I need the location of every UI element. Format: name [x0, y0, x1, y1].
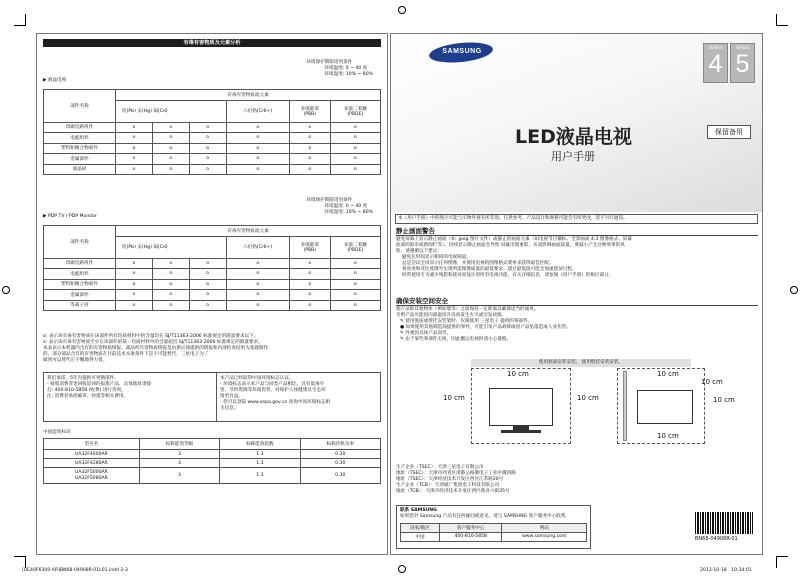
registration-mark [2, 286, 10, 294]
note-line: 的。部分部品含有的有害物质在目前技术水准条件下是不可能替代，三星电子为了 [43, 351, 209, 357]
table-cell: o [330, 290, 380, 301]
table-cell: 液晶屏 [44, 164, 116, 175]
col-metals [116, 236, 227, 258]
table-cell: x [116, 122, 153, 133]
divider [396, 235, 758, 236]
promise-line: 境更有益。 [220, 393, 243, 399]
col-pb: 铅(Pb) [122, 109, 136, 114]
dim-label: 10 cm [701, 378, 723, 386]
promise-box [43, 372, 381, 422]
table-cell: o [152, 143, 189, 154]
table-cell: o [289, 290, 330, 301]
tv-stand-foot-icon [501, 430, 541, 433]
hazard-table-lcd [43, 89, 381, 175]
registration-mark [398, 6, 406, 14]
divider [396, 305, 758, 306]
table-cell: o [330, 133, 380, 144]
col-group: 有毒有害物质或元素 [116, 90, 381, 101]
energy-col-standby: 标称待机功率 [300, 439, 380, 450]
table-cell: o [226, 269, 289, 280]
maker-line: 生产企业（TSEC）：天津三星电子有限公司 [396, 465, 484, 470]
table-cell: 印刷电路组件 [44, 258, 116, 269]
table-cell: o [226, 300, 289, 311]
dim-label: 10 cm [507, 370, 529, 378]
safety-item: ✎ 由于某些零部件尖锐，因此搬运电视时请小心谨慎。 [400, 336, 511, 342]
table-cell: o [189, 300, 226, 311]
table-cell: 400-810-5858 [439, 532, 501, 541]
table-row [44, 143, 381, 154]
still-line: 避免屏幕上显示静止画面（如 .jpeg 图片文件）或静止的画面元素（如电视节目徽标、全景画或 4:3 图像格式、屏幕 [396, 237, 632, 242]
manual-subtitle: 用户手册 [551, 150, 595, 163]
crop-mark [776, 556, 788, 568]
dim-label: 10 cm [657, 370, 679, 378]
env-conditions-lcd [306, 60, 373, 78]
table-cell: x [116, 300, 153, 311]
table-cell: x [116, 133, 153, 144]
table-row [44, 290, 381, 301]
table-cell: o [289, 300, 330, 311]
table-cell: 0.30 [300, 459, 380, 468]
series-number: 5 [735, 50, 750, 78]
table-cell: o [289, 133, 330, 144]
still-line: 险，请遵循以下建议： [396, 248, 442, 254]
still-title: 静止画面警告 [396, 227, 435, 235]
registration-mark [790, 286, 798, 294]
safety-text [396, 307, 571, 343]
table-cell: o [289, 269, 330, 280]
table-cell: x [116, 290, 153, 301]
table-cell: o [226, 154, 289, 165]
table-cell: 1.3 [220, 459, 300, 468]
col-cr6: 六价铬(Cr6+) [226, 100, 289, 122]
table-row [401, 532, 587, 541]
table-cell: o [330, 269, 380, 280]
table-cell: 1.3 [220, 450, 300, 459]
table-cell: o [189, 122, 226, 133]
table-cell: o [152, 300, 189, 311]
table-cell: o [226, 258, 289, 269]
promise-right [220, 376, 330, 412]
table-cell: 客户服务中心 [439, 523, 501, 532]
dim-label: 10 cm [577, 394, 599, 402]
table-cell: o [152, 122, 189, 133]
table-cell: o [226, 279, 289, 290]
table-row [44, 164, 381, 175]
table-cell: o [152, 290, 189, 301]
table-cell: o [289, 122, 330, 133]
energy-col-index: 标称能效指数 [220, 439, 300, 450]
table-row [44, 459, 381, 468]
table-cell: 塑料和聚合物部件 [44, 279, 116, 290]
crop-mark [776, 14, 788, 26]
col-cd: 镉(Cd) [153, 245, 168, 250]
table-cell: o [330, 300, 380, 311]
table-cell: 印刷电路组件 [44, 122, 116, 133]
table-row [44, 269, 381, 280]
footer-left: [UE40F6300-AR]BN68-04908R-01L01.indd 2-3 [22, 568, 128, 573]
tv-wall-icon [637, 390, 693, 424]
table-cell: o [289, 164, 330, 175]
table-cell: o [189, 143, 226, 154]
table-cell: 1.3 [220, 468, 300, 484]
safety-line: 使产品和其他物体（例如墙等）之间保持一定距离以确保适当的通风。 [396, 307, 539, 312]
table-cell: www.samsung.com [502, 532, 587, 541]
table-cell: o [330, 143, 380, 154]
col-pbb: 多溴联苯 (PBB) [289, 100, 330, 122]
table-cell: o [330, 154, 380, 165]
section-pdp: ▶ PDP TV / PDP Monitor [43, 214, 97, 219]
promise-line: 本产品已经取得中国环境标志认证。 [220, 376, 294, 381]
promise-line: - 接收消费者害回收返回的报废产品，具体地址请拨 [47, 381, 152, 387]
table-cell: o [330, 279, 380, 290]
safety-title: 确保安装空间安全 [396, 297, 448, 305]
table-cell: o [152, 164, 189, 175]
crop-mark [14, 556, 26, 568]
table-row [44, 468, 381, 484]
table-row [44, 279, 381, 290]
table-row [44, 300, 381, 311]
col-pbb: 多溴联苯 (PBB) [289, 236, 330, 258]
dim-label: 10 cm [443, 394, 465, 402]
note-line: 本表表示本机器内含有的有害物质情报。部品所有害物质情报是由供应商提供的情报和内部检查结果为基础制作 [43, 345, 269, 351]
env-line: 环境保护期限适用条件 [306, 198, 353, 203]
col-pbde: 多溴二苯醚 (PBDE) [330, 100, 380, 122]
right-page [390, 33, 763, 555]
footer-right: 2013-10-18 10:34:01 [700, 568, 752, 573]
table-cell: 3 [139, 459, 219, 468]
left-page [36, 33, 388, 555]
table-cell: UA32F4000AR [44, 450, 140, 459]
env-conditions-pdp [306, 198, 373, 216]
col-hg: 汞(Hg) [137, 245, 152, 250]
table-cell: o [226, 143, 289, 154]
table-cell: o [152, 269, 189, 280]
table-cell: o [189, 279, 226, 290]
safety-item: ✎ 使用底座或壁挂安装架时，仅限使用 三星电子 提供的零部件。 [400, 318, 533, 324]
col-pb: 铅(Pb) [122, 245, 136, 250]
contact-title: 联系 SAMSUNG [400, 508, 437, 513]
table-cell: 3 [139, 468, 219, 484]
table-cell: 金属部件 [44, 154, 116, 165]
col-part: 部件名称 [44, 226, 116, 259]
table-cell: o [152, 258, 189, 269]
table-cell: o [330, 258, 380, 269]
still-bullet: 经常使用专为减少残影和烧屏而设计的所有电视功能，有关详细信息，请参阅《用户手册》的相应部分。 [402, 272, 614, 278]
hazard-title-bar [43, 39, 381, 47]
table-cell: x [116, 154, 153, 165]
table-cell: o [152, 133, 189, 144]
table-cell: o [116, 143, 153, 154]
table-cell: 中国 [401, 532, 440, 541]
contact-box [396, 505, 591, 549]
table-cell: o [289, 143, 330, 154]
table-cell: 塑料和聚合物部件 [44, 143, 116, 154]
series-number: 4 [708, 50, 723, 78]
table-cell: 电缆组件 [44, 269, 116, 280]
install-bar: 使用底座安装安装。 使用壁挂安装安装。 [471, 359, 691, 367]
hazard-notes [43, 334, 383, 364]
tv-stand-icon [489, 388, 553, 426]
table-cell: o [330, 164, 380, 175]
energy-col-model: 型号名 [44, 439, 140, 450]
still-bullet: 将亮度和对比度降至实现所需图像质量的最低要求。超过最低值可能会加速烧屏过程。 [402, 266, 577, 272]
col-metals [116, 100, 227, 122]
table-cell: o [289, 154, 330, 165]
safety-line: 否则产品可能因内部温度升高而发生火灾或引发故障。 [396, 312, 507, 318]
still-text [396, 237, 632, 279]
dim-label: 10 cm [713, 396, 735, 404]
disclaimer: 本《用户手册》中的图示可能与实物外观有所差别。仅供参考。产品设计和规格可能会有所更改，恕不另行通知。 [395, 214, 758, 224]
table-cell: o [189, 269, 226, 280]
promise-line: - 环境标志表示本产品与同类产品相比，具有低毒少 [220, 381, 325, 387]
table-cell: 电缆组件 [44, 133, 116, 144]
hazard-table-pdp [43, 225, 381, 311]
crop-mark [14, 14, 26, 26]
barcode-icon [695, 512, 753, 534]
table-cell: o [226, 290, 289, 301]
registration-mark [398, 565, 406, 573]
series-badge-5 [730, 43, 755, 83]
maker-line: 地址（TSEC）：天津市西青区津港公路微电子工业区微四路 [396, 470, 516, 476]
series-label: SERIES [735, 45, 750, 50]
table-cell: x [116, 258, 153, 269]
table-cell: 金属部件 [44, 290, 116, 301]
table-cell: o [189, 164, 226, 175]
col-part: 部件名称 [44, 90, 116, 123]
table-cell: o [226, 133, 289, 144]
still-bullet: 总是尝试全屏显示任何图像，并使用电视的图像格式菜单来获得最佳匹配。 [402, 260, 554, 266]
barcode-text: BN68-04908R-01 [695, 536, 738, 542]
promise-left [47, 376, 151, 400]
env-line: 环境温度: 0 ~ 40 度 [324, 65, 368, 71]
col-hg: 汞(Hg) [137, 109, 152, 114]
energy-col-grade: 标称能效等级 [139, 439, 219, 450]
promise-line: 关信息。 [220, 405, 239, 411]
table-cell: o [189, 133, 226, 144]
note-line: o: 表示该有毒有害物质在该部件所有均质材料中的含量均在 SJ/T11363-2006 标准规定的限量要求以下。 [43, 334, 259, 339]
table-cell: o [189, 290, 226, 301]
manual-title: LED液晶电视 [515, 126, 632, 148]
table-cell: x [116, 269, 153, 280]
makers [396, 465, 516, 495]
maker-line: 地址（TCB）：天津市经济技术开发区西区新业六街35号 [396, 488, 510, 494]
env-line: 环境保护期限适用条件 [306, 60, 353, 65]
table-cell: o [330, 122, 380, 133]
promise-line: 我们承诺，5年内提供可更换部件。 [47, 376, 119, 381]
samsung-logo-text: SAMSUNG [442, 48, 482, 55]
table-cell: o [226, 122, 289, 133]
hazard-title: 有毒有害物质及元素分析 [183, 40, 241, 46]
table-row [44, 258, 381, 269]
table-cell: o [289, 258, 330, 269]
table-row [44, 122, 381, 133]
table-cell: 0.30 [300, 450, 380, 459]
safety-item: ● 如果使用其他制造商提供的零件，可能引发产品故障或因产品坠落造成人身伤害。 [400, 324, 571, 330]
table-cell: o [289, 279, 330, 290]
energy-table [43, 438, 381, 484]
col-cr6: 六价铬(Cr6+) [226, 236, 289, 258]
col-pbde: 多溴二苯醚 (PBDE) [330, 236, 380, 258]
table-cell: 网站 [502, 523, 587, 532]
col-group: 有毒有害物质或元素 [116, 226, 381, 237]
table-cell: 国家/地区 [401, 523, 440, 532]
env-line: 环境湿度: 10% ~ 80% [324, 209, 373, 215]
table-cell: x [116, 164, 153, 175]
series-badge-4 [703, 43, 728, 83]
note-line: x: 表示该有毒有害物质至少在该部件的某一均质材料中的含量超出 SJ/T11363-2006 标准规定的限量要求。 [43, 339, 263, 345]
contact-text: 如果您对 Samsung 产品有任何疑问或意见，请与 SAMSUNG 客户服务中心联系。 [400, 513, 571, 519]
dim-label: 10 cm [657, 432, 679, 440]
energy-title: 中国能效标识 [43, 430, 71, 435]
maker-line: 地址（TSEC）：天津经济技术开发区西区江苏路20号 [396, 476, 504, 482]
table-cell: o [189, 154, 226, 165]
note-line: 做到可以替代正不懈地努力着。 [43, 357, 108, 363]
promise-line: 注: 消费者承担邮寄、快递等相关费用。 [47, 393, 129, 399]
table-cell: 等离子屏 [44, 300, 116, 311]
table-cell: UA32F5000AR UA32F5080AR [44, 468, 140, 484]
table-cell: 0.30 [300, 468, 380, 484]
table-cell: o [152, 154, 189, 165]
table-cell: 3 [139, 450, 219, 459]
promise-line: - 您可以登陆 www.sepa.gov.cn 查询中国环境标志相 [220, 399, 331, 405]
maker-line: 生产企业（TCB）：天津通广集团电子科技有限公司 [396, 482, 500, 488]
promise-line: 打: 400-810-5858 (收费) 进行咨询。 [47, 387, 126, 393]
contact-table [400, 523, 587, 542]
promise-divider [216, 373, 217, 421]
still-bullet: 避免长时间显示相同的电视频道。 [402, 254, 471, 260]
env-line: 环境温度: 0 ~ 40 度 [324, 203, 368, 209]
table-row [44, 133, 381, 144]
table-cell: UA32F4280AR [44, 459, 140, 468]
promise-line: 害、节约资源等环境优势，对保护人体健康及生态环 [220, 387, 326, 393]
still-line: 底部的股市或新闻栏等）。持续显示静止画面会导致 屏幕出现重影，从而影响画面质量。要减小产生这种效果的风 [396, 242, 625, 248]
safety-item: ✎ 外观因具体产品而异。 [400, 330, 452, 336]
section-lcd: ▶ 液晶电视 [43, 78, 67, 83]
col-cd: 镉(Cd) [153, 109, 168, 114]
env-line: 环境湿度: 10% ~ 80% [324, 71, 373, 77]
table-row [44, 154, 381, 165]
keep-label: 保留备用 [707, 125, 751, 139]
table-cell: o [116, 279, 153, 290]
table-cell: o [226, 164, 289, 175]
table-row [44, 450, 381, 459]
table-cell: o [152, 279, 189, 290]
series-label: SERIES [708, 45, 723, 50]
wall-icon [623, 371, 627, 441]
table-cell: o [189, 258, 226, 269]
